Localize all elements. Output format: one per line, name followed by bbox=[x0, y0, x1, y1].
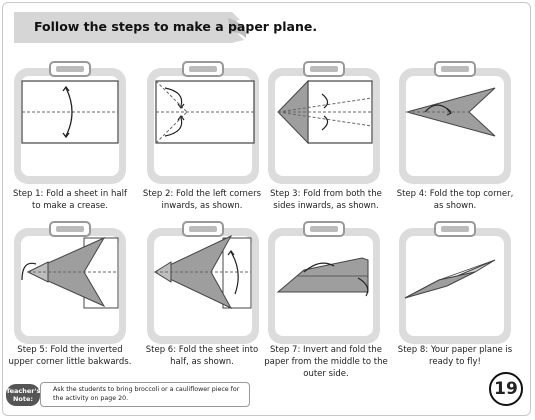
step-8-caption: Step 8: Your paper plane is ready to fly! bbox=[397, 345, 513, 367]
step-4-card bbox=[399, 62, 511, 184]
step-6-card bbox=[147, 222, 259, 344]
step-6-caption: Step 6: Fold the sheet into half, as shown. bbox=[145, 345, 259, 367]
step-8-card bbox=[399, 222, 511, 344]
step-4-caption: Step 4: Fold the top corner, as shown. bbox=[396, 189, 514, 211]
step-2-card bbox=[147, 62, 259, 184]
step-7-card bbox=[268, 222, 380, 344]
step-3-caption: Step 3: Fold from both the sides inwards, as shown. bbox=[270, 189, 382, 211]
step-2-caption: Step 2: Fold the left corners inwards, as shown. bbox=[142, 189, 262, 211]
step-5-caption: Step 5: Fold the inverted upper corner little bakwards. bbox=[8, 345, 132, 367]
step-7-caption: Step 7: Invert and fold the paper from the middle to the outer side. bbox=[264, 345, 388, 379]
teacher-note-text: Ask the students to bring broccoli or a cauliflower piece for the activity on page 20. bbox=[40, 382, 250, 407]
step-1-card bbox=[14, 62, 126, 184]
step-1-caption: Step 1: Fold a sheet in half to make a crease. bbox=[13, 189, 127, 211]
step-3-card bbox=[268, 62, 380, 184]
step-5-card bbox=[14, 222, 126, 344]
page-title: Follow the steps to make a paper plane. bbox=[34, 19, 318, 34]
page-number: 19 bbox=[489, 372, 523, 406]
teacher-note-badge: Teacher's Note: bbox=[6, 384, 40, 406]
